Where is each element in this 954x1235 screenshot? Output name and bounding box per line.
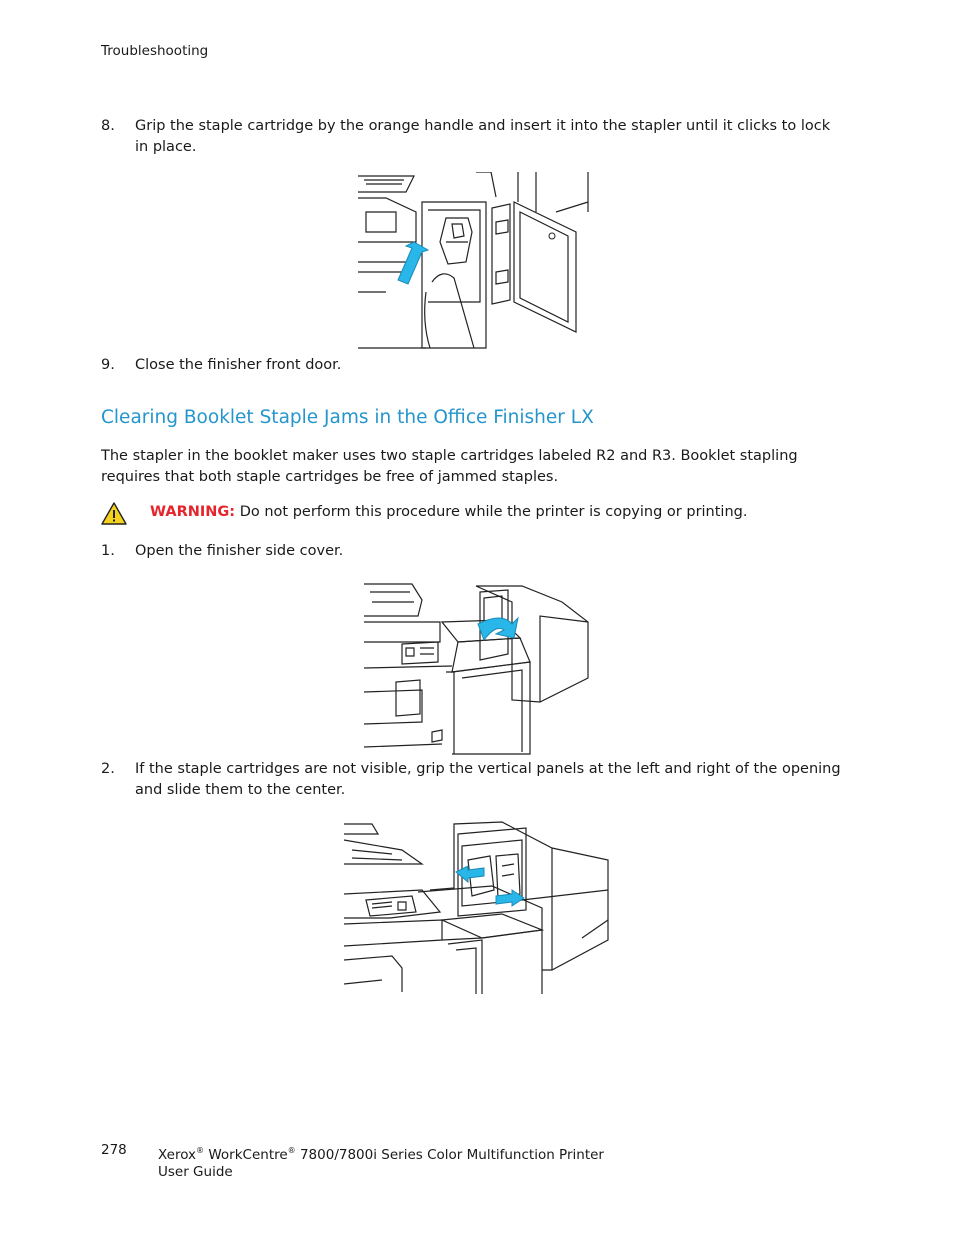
step-number-2: 2.	[101, 761, 115, 777]
step-number-8: 8.	[101, 118, 115, 134]
step-text-2: If the staple cartridges are not visible, grip the vertical panels at the left and right of the opening and slide them to the center.	[135, 761, 841, 798]
step-text-9: Close the finisher front door.	[135, 357, 342, 373]
stapler-insert-illustration	[356, 172, 592, 352]
warning-text: Do not perform this procedure while the printer is copying or printing.	[239, 504, 748, 520]
footer-reg-2: ®	[287, 1146, 296, 1155]
footer-guide: User Guide	[158, 1164, 233, 1180]
footer-reg-1: ®	[196, 1146, 205, 1155]
section-intro: The stapler in the booklet maker uses two staple cartridges labeled R2 and R3. Booklet stapling requires that both staple cartridges be free of jammed staples.	[101, 448, 798, 485]
open-side-cover-illustration	[362, 582, 592, 756]
footer-title	[158, 1142, 718, 1181]
page-number: 278	[101, 1142, 127, 1158]
step-number-9: 9.	[101, 357, 115, 373]
footer-model: 7800/7800i Series Color Multifunction Printer	[299, 1147, 604, 1163]
warning-label: WARNING:	[150, 504, 236, 520]
step-number-1: 1.	[101, 543, 115, 559]
warning-message	[150, 502, 850, 523]
section-heading: Clearing Booklet Staple Jams in the Office Finisher LX	[101, 407, 594, 428]
slide-panels-illustration	[342, 820, 612, 996]
running-header: Troubleshooting	[101, 43, 209, 59]
warning-triangle-icon	[101, 502, 127, 525]
footer-product: WorkCentre	[208, 1147, 288, 1163]
footer-brand: Xerox	[158, 1147, 197, 1163]
step-text-8: Grip the staple cartridge by the orange handle and insert it into the stapler until it clicks to lock in place.	[135, 118, 831, 155]
step-text-1: Open the finisher side cover.	[135, 543, 344, 559]
